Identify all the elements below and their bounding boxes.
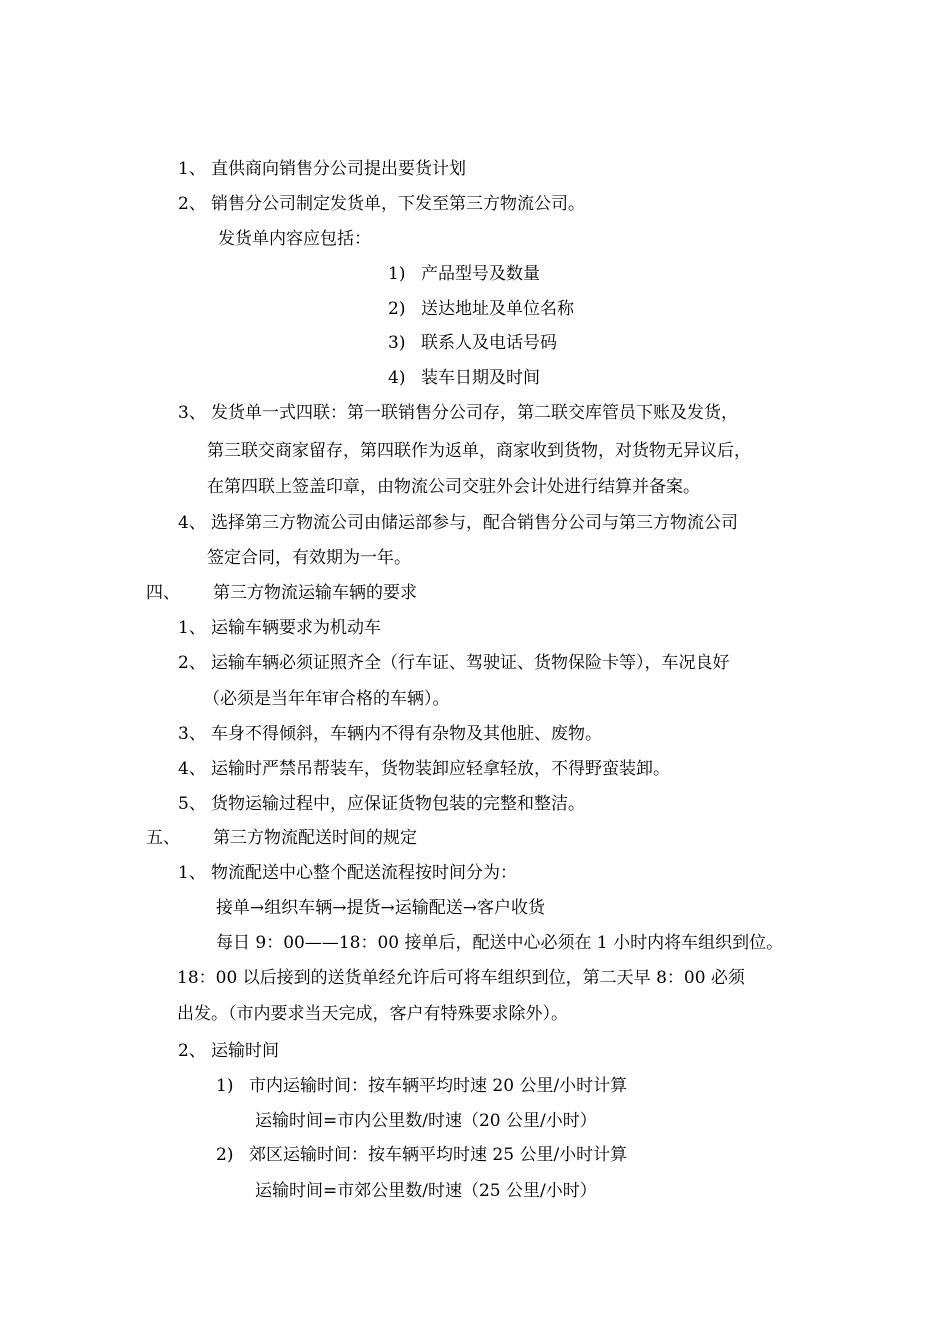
item-text: 运输时间 [211, 1041, 279, 1061]
sub-item-3 [388, 332, 557, 354]
section-title: 第三方物流配送时间的规定 [213, 828, 417, 848]
section-4-heading [146, 582, 417, 604]
item-text: 车身不得倾斜，车辆内不得有杂物及其他脏、废物。 [211, 724, 602, 744]
item-text: 选择第三方物流公司由储运部参与，配合销售分公司与第三方物流公司 [211, 513, 738, 533]
transport-time-2 [216, 1144, 627, 1166]
item-3 [178, 402, 738, 424]
sub-item-4 [388, 367, 540, 389]
item-text: 货物运输过程中，应保证货物包装的完整和整洁。 [211, 794, 585, 814]
item-text: 发货单一式四联：第一联销售分公司存，第二联交库管员下账及发货， [211, 403, 738, 423]
item-text: 运输车辆要求为机动车 [211, 618, 381, 638]
transport-formula-1: 运输时间=市内公里数/时速（20 公里/小时） [255, 1111, 597, 1131]
item-text: 运输车辆必须证照齐全（行车证、驾驶证、货物保险卡等），车况良好 [211, 653, 730, 673]
sub-item-number: 4) [388, 368, 406, 388]
section-4-item-2 [178, 652, 730, 674]
delivery-rule-2: 18：00 以后接到的送货单经允许后可将车组织到位，第二天早 8：00 必须 [177, 968, 745, 988]
section-4-item-1 [178, 617, 381, 639]
item-3-line-2: 第三联交商家留存，第四联作为返单，商家收到货物，对货物无异议后， [207, 441, 751, 461]
section-4-item-3 [178, 723, 602, 745]
transport-time-1 [216, 1075, 627, 1097]
section-4-item-2-line-2: （必须是当年年审合格的车辆）。 [203, 689, 450, 709]
delivery-rule-1: 每日 9：00——18：00 接单后，配送中心必须在 1 小时内将车组织到位。 [216, 933, 784, 953]
sub-item-number: 2) [216, 1145, 234, 1165]
item-number: 4、 [178, 759, 206, 779]
transport-formula-2: 运输时间=市郊公里数/时速（25 公里/小时） [255, 1181, 597, 1201]
section-title: 第三方物流运输车辆的要求 [213, 583, 417, 603]
sub-item-text: 联系人及电话号码 [421, 333, 557, 353]
section-number: 五、 [146, 828, 180, 848]
item-text: 销售分公司制定发货单，下发至第三方物流公司。 [211, 194, 585, 214]
item-1 [178, 158, 466, 180]
item-2-note: 发货单内容应包括： [218, 229, 371, 249]
item-3-line-3: 在第四联上签盖印章，由物流公司交驻外会计处进行结算并备案。 [207, 477, 700, 497]
sub-item-text: 郊区运输时间：按车辆平均时速 25 公里/小时计算 [249, 1145, 628, 1165]
item-number: 4、 [178, 513, 206, 533]
delivery-rule-3: 出发。（市内要求当天完成，客户有特殊要求除外）。 [177, 1004, 568, 1024]
section-4-item-4 [178, 758, 670, 780]
sub-item-number: 1) [388, 264, 406, 284]
delivery-flow: 接单→组织车辆→提货→运输配送→客户收货 [216, 898, 545, 918]
section-4-item-5 [178, 793, 585, 815]
sub-item-text: 装车日期及时间 [421, 368, 540, 388]
item-text: 直供商向销售分公司提出要货计划 [211, 159, 466, 179]
sub-item-2 [388, 298, 574, 320]
item-text: 物流配送中心整个配送流程按时间分为： [211, 863, 517, 883]
item-number: 1、 [178, 159, 206, 179]
sub-item-number: 1) [216, 1076, 234, 1096]
sub-item-text: 市内运输时间：按车辆平均时速 20 公里/小时计算 [249, 1076, 628, 1096]
item-number: 5、 [178, 794, 206, 814]
sub-item-number: 2) [388, 299, 406, 319]
section-5-item-1 [178, 862, 517, 884]
item-4-line-2: 签定合同，有效期为一年。 [207, 548, 411, 568]
section-5-heading [146, 827, 417, 849]
section-number: 四、 [146, 583, 180, 603]
item-number: 2、 [178, 653, 206, 673]
sub-item-text: 送达地址及单位名称 [421, 299, 574, 319]
item-text: 运输时严禁吊帮装车，货物装卸应轻拿轻放，不得野蛮装卸。 [211, 759, 670, 779]
sub-item-number: 3) [388, 333, 406, 353]
item-number: 3、 [178, 403, 206, 423]
item-number: 2、 [178, 194, 206, 214]
item-number: 1、 [178, 618, 206, 638]
item-number: 1、 [178, 863, 206, 883]
sub-item-text: 产品型号及数量 [421, 264, 540, 284]
item-4 [178, 512, 738, 534]
item-2 [178, 193, 585, 215]
sub-item-1 [388, 263, 540, 285]
section-5-item-2 [178, 1040, 279, 1062]
item-number: 2、 [178, 1041, 206, 1061]
item-number: 3、 [178, 724, 206, 744]
